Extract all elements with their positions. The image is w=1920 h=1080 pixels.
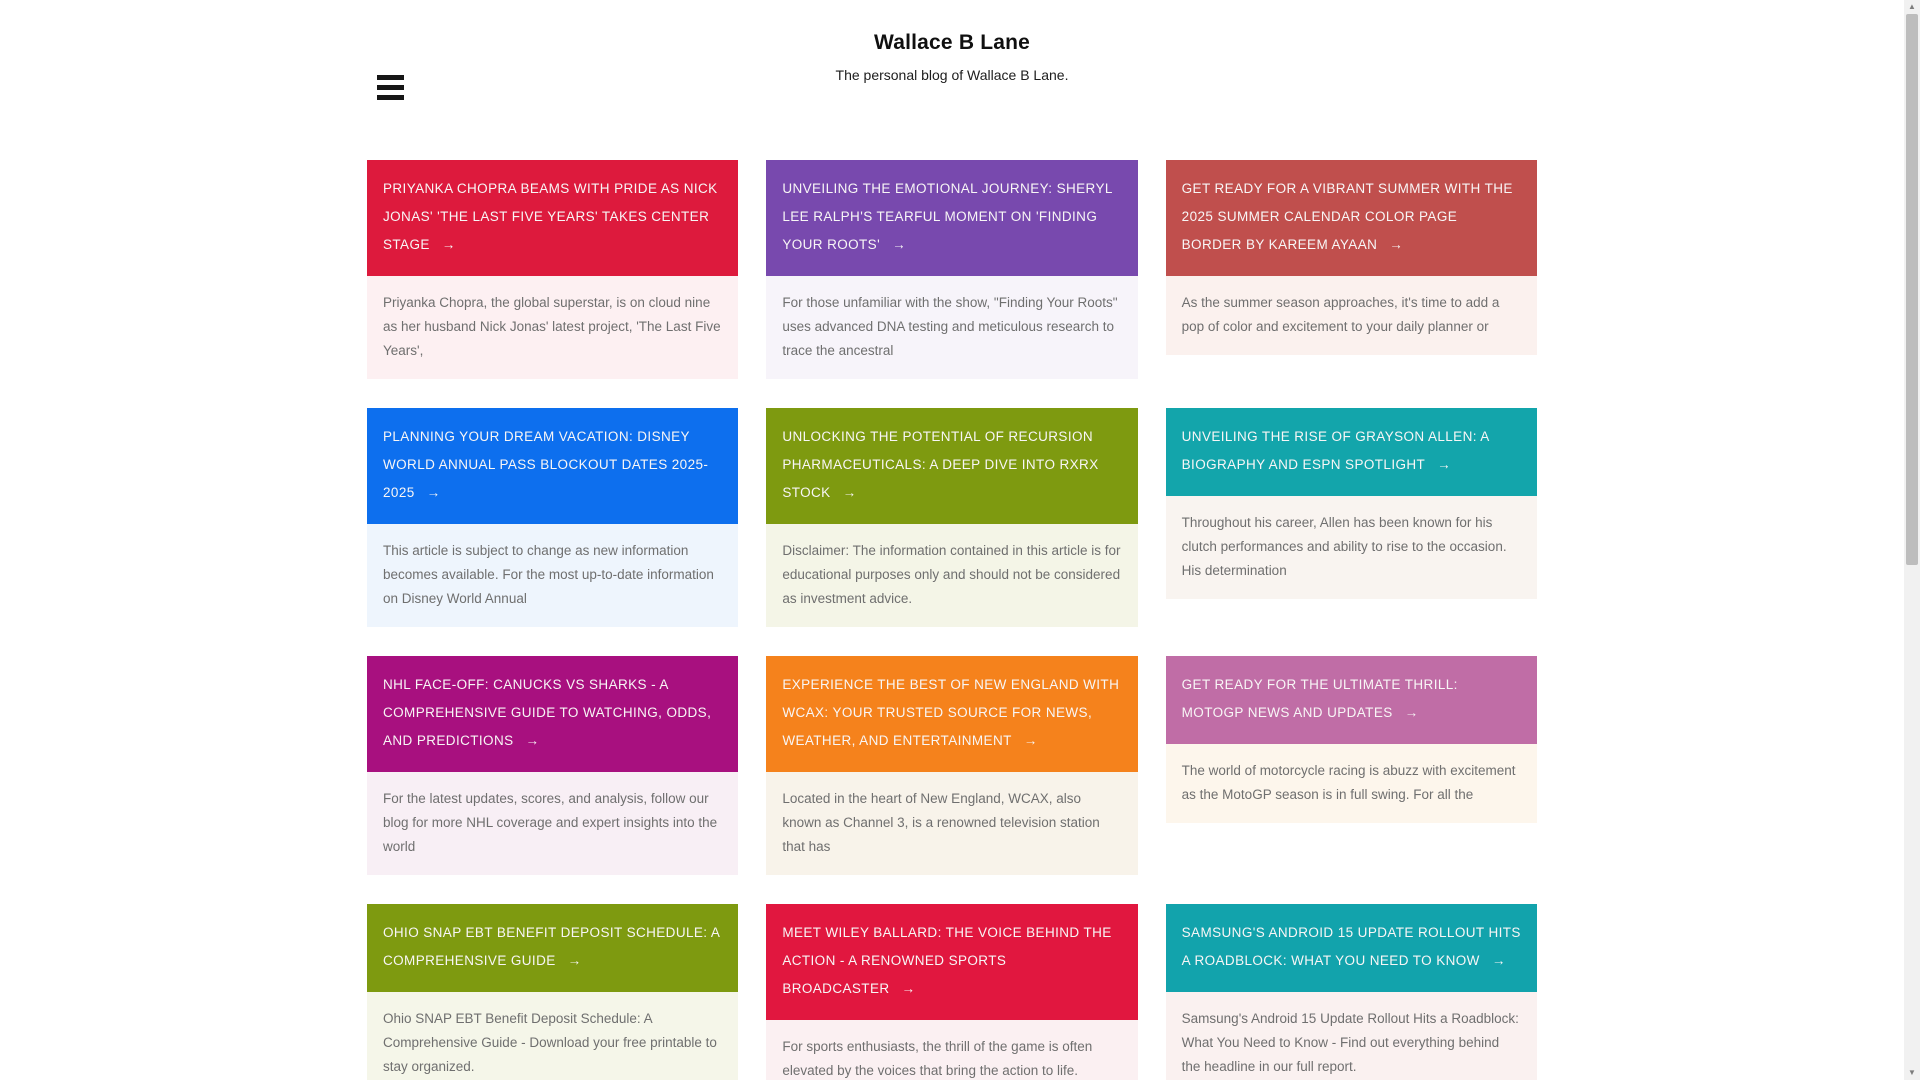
post-title: PRIYANKA CHOPRA BEAMS WITH PRIDE AS NICK JONAS' 'THE LAST FIVE YEARS' TAKES CENTER STAGE: [383, 181, 718, 252]
arrow-right-icon: →: [842, 485, 857, 500]
post-excerpt-area: [367, 524, 738, 627]
post-card-8: [766, 656, 1137, 875]
post-title: SAMSUNG'S ANDROID 15 UPDATE ROLLOUT HITS A ROADBLOCK: WHAT YOU NEED TO KNOW: [1181, 925, 1521, 968]
post-card-6: [1166, 408, 1537, 599]
post-title-link[interactable]: [367, 160, 738, 276]
menu-button[interactable]: [377, 75, 404, 100]
post-title: UNLOCKING THE POTENTIAL OF RECURSION PHARMACEUTICALS: A DEEP DIVE INTO RXRX STOCK: [782, 429, 1099, 500]
post-card-7: [367, 656, 738, 875]
post-card-3: [1166, 160, 1537, 355]
post-excerpt: Located in the heart of New England, WCAX, also known as Channel 3, is a renowned television station that has: [782, 791, 1100, 854]
post-card-1: [367, 160, 738, 379]
post-excerpt: This article is subject to change as new information becomes available. For the most up-to-date information on Disney World Annual: [383, 543, 714, 606]
post-excerpt-area: [766, 772, 1137, 875]
arrow-right-icon: →: [567, 953, 582, 968]
post-excerpt-area: [367, 992, 738, 1080]
post-title-link[interactable]: [766, 904, 1137, 1020]
post-title-link[interactable]: [1166, 160, 1537, 276]
page-container: [367, 31, 1537, 1080]
post-excerpt: Ohio SNAP EBT Benefit Deposit Schedule: A Comprehensive Guide - Download your free printable to stay organized.: [383, 1011, 717, 1074]
post-excerpt: Disclaimer: The information contained in this article is for educational purposes only and should not be considered as investment advice.: [782, 543, 1121, 606]
post-excerpt: Throughout his career, Allen has been known for his clutch performances and ability to rise to the occasion. His determination: [1181, 515, 1507, 578]
post-title-link[interactable]: [367, 408, 738, 524]
post-excerpt-area: [367, 276, 738, 379]
post-excerpt: The world of motorcycle racing is abuzz with excitement as the MotoGP season is in full swing. For all the: [1181, 763, 1516, 802]
post-title: OHIO SNAP EBT BENEFIT DEPOSIT SCHEDULE: A COMPREHENSIVE GUIDE: [383, 925, 720, 968]
post-title: EXPERIENCE THE BEST OF NEW ENGLAND WITH WCAX: YOUR TRUSTED SOURCE FOR NEWS, WEATHER, AND ENTERTAINMENT: [782, 677, 1120, 748]
post-card-4: [367, 408, 738, 627]
post-excerpt: Priyanka Chopra, the global superstar, is on cloud nine as her husband Nick Jonas' latest project, 'The Last Five Years',: [383, 295, 721, 358]
post-title: UNVEILING THE EMOTIONAL JOURNEY: SHERYL LEE RALPH'S TEARFUL MOMENT ON 'FINDING YOUR ROOTS': [782, 181, 1113, 252]
post-title-link[interactable]: [367, 656, 738, 772]
arrow-right-icon: →: [892, 237, 906, 252]
post-excerpt-area: [1166, 276, 1537, 355]
post-card-9: [1166, 656, 1537, 823]
post-title-link[interactable]: [766, 656, 1137, 772]
arrow-right-icon: →: [1404, 705, 1419, 720]
scroll-up-icon[interactable]: ▲: [1908, 2, 1916, 11]
post-title: MEET WILEY BALLARD: THE VOICE BEHIND THE ACTION - A RENOWNED SPORTS BROADCASTER: [782, 925, 1112, 996]
post-card-10: [367, 904, 738, 1080]
post-title-link[interactable]: [766, 408, 1137, 524]
arrow-right-icon: →: [441, 237, 456, 252]
post-title: GET READY FOR A VIBRANT SUMMER WITH THE 2025 SUMMER CALENDAR COLOR PAGE BORDER BY KAREEM AYAAN: [1181, 181, 1513, 252]
arrow-right-icon: →: [1491, 953, 1506, 968]
post-excerpt: As the summer season approaches, it's time to add a pop of color and excitement to your daily planner or: [1181, 295, 1500, 334]
post-excerpt: For those unfamiliar with the show, "Finding Your Roots" uses advanced DNA testing and meticulous research to trace the ancestral: [782, 295, 1118, 358]
scroll-down-icon[interactable]: ▼: [1908, 1068, 1916, 1077]
menu-icon: [377, 95, 404, 100]
arrow-right-icon: →: [901, 981, 915, 996]
post-card-11: [766, 904, 1137, 1080]
post-title-link[interactable]: [1166, 904, 1537, 992]
arrow-right-icon: →: [1023, 733, 1038, 748]
post-excerpt: For sports enthusiasts, the thrill of the game is often elevated by the voices that bring the action to life.: [782, 1039, 1093, 1078]
post-title: GET READY FOR THE ULTIMATE THRILL: MOTOGP NEWS AND UPDATES: [1181, 677, 1458, 720]
vertical-scrollbar[interactable]: [1904, 0, 1920, 1080]
post-card-2: [766, 160, 1137, 379]
posts-grid: [367, 160, 1537, 1080]
arrow-right-icon: →: [1437, 457, 1451, 472]
post-excerpt-area: [766, 276, 1137, 379]
site-header: [367, 31, 1537, 83]
post-excerpt-area: [1166, 496, 1537, 599]
post-excerpt: Samsung's Android 15 Update Rollout Hits a Roadblock: What You Need to Know - Find out everything behind the headline in our full report.: [1181, 1011, 1519, 1074]
post-title: UNVEILING THE RISE OF GRAYSON ALLEN: A BIOGRAPHY AND ESPN SPOTLIGHT: [1181, 429, 1489, 472]
post-title-link[interactable]: [766, 160, 1137, 276]
post-excerpt-area: [1166, 744, 1537, 823]
post-card-12: [1166, 904, 1537, 1080]
menu-icon: [377, 75, 404, 80]
post-title-link[interactable]: [1166, 656, 1537, 744]
site-title: Wallace B Lane: [873, 31, 1031, 54]
post-card-5: [766, 408, 1137, 627]
post-excerpt: For the latest updates, scores, and analysis, follow our blog for more NHL coverage and expert insights into the world: [383, 791, 718, 854]
scrollbar-thumb[interactable]: [1906, 14, 1918, 565]
arrow-right-icon: →: [426, 485, 441, 500]
arrow-right-icon: →: [1389, 237, 1403, 252]
site-subtitle: The personal blog of Wallace B Lane.: [835, 67, 1069, 83]
post-excerpt-area: [1166, 992, 1537, 1080]
post-excerpt-area: [766, 524, 1137, 627]
post-excerpt-area: [367, 772, 738, 875]
post-title-link[interactable]: [367, 904, 738, 992]
post-title: NHL FACE-OFF: CANUCKS VS SHARKS - A COMPREHENSIVE GUIDE TO WATCHING, ODDS, AND PREDICTIONS: [383, 677, 712, 748]
post-title: PLANNING YOUR DREAM VACATION: DISNEY WORLD ANNUAL PASS BLOCKOUT DATES 2025-2025: [383, 429, 709, 500]
post-excerpt-area: [766, 1020, 1137, 1080]
arrow-right-icon: →: [525, 733, 540, 748]
post-title-link[interactable]: [1166, 408, 1537, 496]
menu-icon: [377, 85, 404, 90]
